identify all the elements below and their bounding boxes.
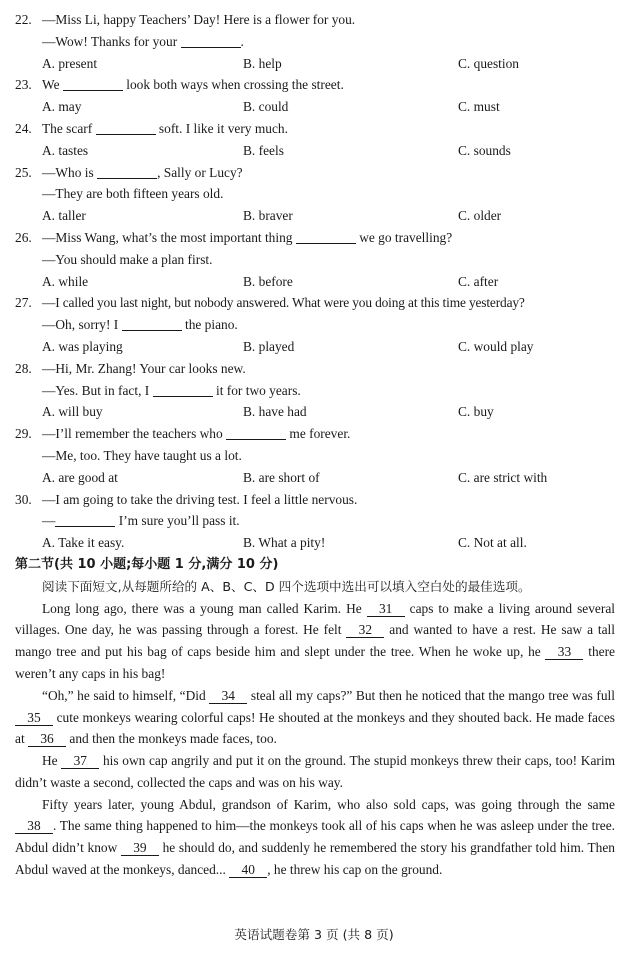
passage-text: he should do, and suddenly he remembered the story his grandfather told him. Then Abdul waved at the monkeys, danced... [15,840,616,878]
question-text: . [240,33,244,49]
option-b: B. are short of [243,469,320,485]
option-b: B. have had [243,404,307,420]
passage-text: “Oh,” he said to himself, “Did [42,687,206,703]
passage-text: and then the monkeys made faces, too. [69,731,277,747]
answer-blank [181,33,241,48]
passage-text: He [42,753,58,769]
options-row [15,96,615,118]
passage-paragraph-2 [15,685,615,750]
answer-blank [96,120,156,135]
blank-40: 40 [229,862,267,878]
answer-blank [153,382,213,397]
question-text: —Wow! Thanks for your [42,33,178,49]
question-27 [15,292,615,357]
option-b: B. feels [243,142,284,158]
answer-blank [122,316,182,331]
blank-35: 35 [15,710,53,726]
passage-text: Long long ago, there was a young man called Karim. He [42,600,362,616]
section-heading: 第二节(共 10 小题;每小题 1 分,满分 10 分) [15,556,279,572]
options-row [15,271,615,293]
question-text: the piano. [184,317,238,333]
question-line [15,423,615,445]
answer-blank [63,76,123,91]
option-c: C. older [458,208,502,224]
question-22 [15,9,615,74]
passage-text: cute monkeys wearing colorful caps! He shouted at the monkeys and they shouted back. He made faces at [15,709,615,747]
question-text: —Miss Li, happy Teachers’ Day! Here is a flower for you. [42,12,356,27]
option-c: C. buy [458,404,494,420]
passage-text: his own cap angrily and put it on the ground. The stupid monkeys threw their caps, too! Karim didn’t waste a second, collected the caps and was on his way. [15,753,615,790]
question-number: 25. [15,164,32,180]
passage-text: there weren’t any caps in his bag! [15,644,615,681]
passage-text: Fifty years later, young Abdul, grandson of Karim, who also sold caps, was going through the same [42,796,615,812]
option-b: B. before [243,273,293,289]
option-a: A. Take it easy. [42,535,125,551]
question-text: soft. I like it very much. [158,120,288,136]
passage-paragraph-1 [15,598,615,685]
blank-37: 37 [61,753,99,769]
question-line [15,445,615,467]
question-number: 27. [15,295,32,311]
option-c: C. Not at all. [458,535,527,551]
blank-38: 38 [15,818,53,834]
question-number: 22. [15,12,32,27]
option-c: C. question [458,55,520,71]
option-a: A. tastes [42,142,89,158]
blank-32: 32 [346,622,384,638]
passage-paragraph-4 [15,794,615,881]
options-row [15,336,615,358]
question-text: I’m sure you’ll pass it. [118,513,240,529]
option-a: A. present [42,55,98,71]
blank-36: 36 [28,731,66,747]
passage-text: . The same thing happened to him—the monkeys took all of his caps when he was asleep under the tree. Abdul didn’t know [15,818,615,856]
question-text: it for two years. [215,382,301,398]
option-c: C. after [458,273,499,289]
passage-text: , he threw his cap on the ground. [267,862,443,878]
options-row [15,401,615,423]
question-23 [15,74,615,118]
option-c: C. must [458,99,500,115]
question-number: 28. [15,360,32,376]
question-line [15,292,615,314]
options-row [15,140,615,162]
question-line [15,162,615,184]
question-24 [15,118,615,162]
section-instruction: 阅读下面短文,从每题所给的 A、B、C、D 四个选项中选出可以填入空白处的最佳选项。 [42,578,531,594]
question-line [15,249,615,271]
question-number: 23. [15,77,32,93]
question-28 [15,358,615,423]
page-footer: 英语试题卷第 3 页 (共 8 页) [234,927,394,942]
passage-text: caps to make a living around several villages. One day, he was passing through a forest. He felt [15,600,615,638]
exam-page [15,9,615,881]
question-line [15,31,615,53]
question-text: me forever. [289,426,351,442]
question-text: —They are both fifteen years old. [42,186,224,202]
question-26 [15,227,615,292]
option-c: C. sounds [458,142,511,158]
passage-text: and wanted to have a rest. He saw a tall mango tree and put his bag of caps beside him and slept under the tree. When he woke up, he [15,622,615,660]
question-line [15,118,615,140]
question-text: —I am going to take the driving test. I feel a little nervous. [42,491,358,507]
options-row [15,53,615,75]
option-a: A. are good at [42,469,118,485]
option-c: C. would play [458,338,534,354]
blank-39: 39 [121,840,159,856]
options-row [15,467,615,489]
blank-33: 33 [545,644,583,660]
question-25 [15,162,615,227]
question-text: —You should make a plan first. [42,251,213,267]
question-text: —Me, too. They have taught us a lot. [42,447,242,463]
options-row [15,205,615,227]
question-number: 29. [15,426,32,442]
answer-blank [296,229,356,244]
question-number: 30. [15,491,32,507]
question-line [15,183,615,205]
question-text: —Hi, Mr. Zhang! Your car looks new. [42,360,246,376]
question-line [15,9,615,31]
option-a: A. will buy [42,404,103,420]
question-number: 26. [15,229,32,245]
passage-paragraph-3 [15,750,615,794]
option-b: B. played [243,338,295,354]
blank-31: 31 [367,601,405,617]
option-b: B. braver [243,208,293,224]
option-c: C. are strict with [458,469,548,485]
answer-blank [55,512,115,527]
answer-blank [97,164,157,179]
question-text: —I’ll remember the teachers who [42,426,223,442]
question-text: —I called you last night, but nobody answered. What were you doing at this time yesterday? [42,295,525,311]
option-a: A. was playing [42,338,123,354]
question-line [15,227,615,249]
question-text: — [42,513,56,529]
question-text: The scarf [42,120,93,136]
question-text: —Yes. But in fact, I [42,382,150,398]
question-line [15,510,615,532]
question-line [15,358,615,380]
question-text: , Sally or Lucy? [157,164,243,180]
blank-34: 34 [209,688,247,704]
question-29 [15,423,615,488]
question-text: —Who is [42,164,94,180]
option-b: B. help [243,55,282,71]
question-text: we go travelling? [359,229,453,245]
question-line [15,380,615,402]
question-number: 24. [15,120,32,136]
options-row [15,532,615,554]
question-text: We [42,77,60,93]
option-a: A. taller [42,208,86,224]
answer-blank [226,425,286,440]
question-30 [15,489,615,554]
question-text: —Miss Wang, what’s the most important thing [42,229,293,245]
passage-text: steal all my caps?” But then he noticed that the mango tree was full [250,687,615,703]
option-a: A. while [42,273,89,289]
question-line [15,314,615,336]
option-b: B. What a pity! [243,535,326,551]
question-line [15,74,615,96]
question-text: —Oh, sorry! I [42,317,119,333]
option-b: B. could [243,99,289,115]
question-line [15,489,615,511]
question-text: look both ways when crossing the street. [126,77,344,93]
option-a: A. may [42,99,82,115]
